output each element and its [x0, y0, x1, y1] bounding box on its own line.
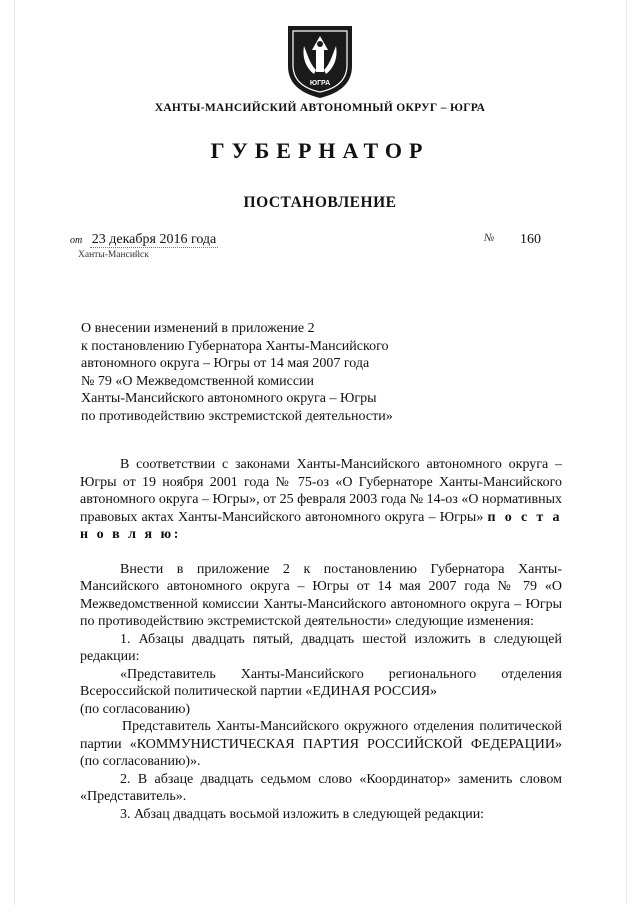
- body-paragraph: 1. Абзацы двадцать пятый, двадцать шестой изложить в следующей редакции:: [80, 631, 562, 664]
- document-subject: [81, 320, 441, 425]
- document-number: 160: [520, 232, 541, 247]
- body-paragraph: 2. В абзаце двадцать седьмом слово «Координатор» заменить словом «Представитель».: [80, 771, 562, 804]
- document-city: Ханты-Мансийск: [78, 250, 149, 260]
- intro-text: В соответствии с законами Ханты-Мансийского автономного округа – Югры от 19 ноября 2001 года № 75-оз «О Губернаторе Ханты-Мансийского автономного округа – Югры», от 25 февраля 2003 года № 14-оз «О нормативных правовых актах Ханты-Мансийского автономного округа – Югры»: [80, 457, 562, 525]
- date-prefix: от: [70, 235, 83, 246]
- body-paragraph: 3. Абзац двадцать восьмой изложить в следующей редакции:: [120, 806, 485, 822]
- coat-of-arms-emblem: [284, 22, 356, 100]
- subject-line: Ханты-Мансийского автономного округа – Югры: [81, 391, 377, 406]
- scan-artifact-left: [14, 0, 15, 905]
- body-paragraph: «Представитель Ханты-Мансийского регионального отделения Всероссийской политической партии «ЕДИНАЯ РОССИЯ»: [80, 666, 562, 699]
- date-line: [70, 232, 218, 248]
- emblem-caption: ЮГРА: [309, 80, 331, 87]
- document-date: 23 декабря 2016 года: [91, 232, 217, 247]
- body-paragraph: Внести в приложение 2 к постановлению Губернатора Ханты-Мансийского автономного округа – Югры от 14 мая 2007 года № 79 «О Межведомственной комиссии Ханты-Мансийского автономного округа – Югры по противодействию экстремистской деятельности» следующие изменения:: [80, 561, 562, 629]
- subject-line: автономного округа – Югры от 14 мая 2007 года: [81, 356, 370, 371]
- number-sign: №: [484, 232, 495, 244]
- body-paragraph-note: (по согласованию): [80, 701, 191, 717]
- document-type: ПОСТАНОВЛЕНИЕ: [243, 194, 397, 211]
- document-body: [80, 456, 562, 823]
- body-paragraph: Представитель Ханты-Мансийского окружного отделения политической партии «КОММУНИСТИЧЕСКАЯ ПАРТИЯ РОССИЙСКОЙ ФЕДЕРАЦИИ» (по согласованию)».: [80, 719, 562, 769]
- subject-line: по противодействию экстремистской деятельности»: [81, 408, 393, 424]
- subject-line: О внесении изменений в приложение 2: [81, 321, 315, 336]
- authority-title: ГУБЕРНАТОР: [210, 138, 430, 163]
- subject-line: к постановлению Губернатора Ханты-Мансийского: [81, 338, 389, 354]
- decree-word: п о с т а н о в л я ю:: [80, 509, 562, 542]
- scan-artifact-right: [626, 0, 627, 905]
- subject-line: № 79 «О Межведомственной комиссии: [81, 373, 315, 389]
- body-paragraph-intro: [80, 456, 562, 544]
- region-title: ХАНТЫ-МАНСИЙСКИЙ АВТОНОМНЫЙ ОКРУГ – ЮГРА: [154, 102, 486, 114]
